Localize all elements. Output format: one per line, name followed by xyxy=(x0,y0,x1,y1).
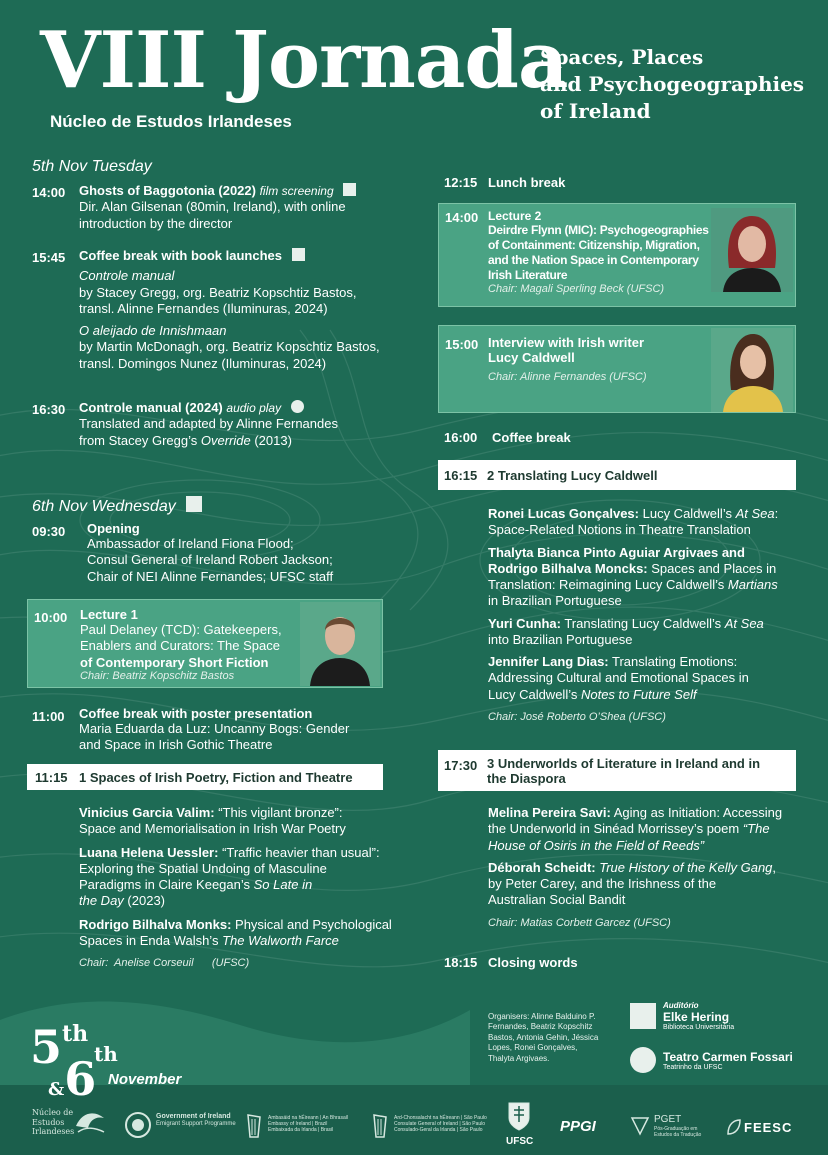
speaker-name: Thalyta Bianca Pinto Aguiar Argivaes and xyxy=(488,544,745,560)
lecture2-text xyxy=(488,209,718,295)
organisers xyxy=(488,1012,628,1064)
panel1-bar xyxy=(27,764,383,790)
lecture-detail: Irish Literature xyxy=(488,268,568,282)
book-detail: by Stacey Gregg, org. Beatriz Kopschtiz Bastos, xyxy=(79,284,357,300)
text: the Underworld in Sinéad Morrissey’s poem xyxy=(488,821,743,837)
book-detail: by Martin McDonagh, org. Beatriz Kopschtiz Bastos, xyxy=(79,339,380,355)
panel-time: 16:15 xyxy=(444,468,478,483)
chair: Chair: Beatriz Kopschitz Bastos xyxy=(80,669,235,682)
venue-square-icon xyxy=(630,1003,656,1029)
event-title: Coffee break with poster presentation xyxy=(79,706,313,721)
organisers-line: Lopes, Ronei Gonçalves, xyxy=(488,1043,578,1053)
talk-line xyxy=(79,805,399,821)
talk-line xyxy=(488,654,808,670)
speaker-name: Jennifer Lang Dias: xyxy=(488,654,609,669)
book-detail: transl. Alinne Fernandes (Iluminuras, 2024) xyxy=(79,300,328,316)
interview-box xyxy=(438,325,796,413)
event-type: audio play xyxy=(226,401,282,415)
text: (2023) xyxy=(123,893,166,909)
organisers-line: Bastos, Antonia Gehin, Jéssica xyxy=(488,1032,599,1042)
event-detail: and Space in Irish Gothic Theatre xyxy=(79,737,273,753)
speaker-name: Vinicius Garcia Valim: xyxy=(79,805,215,820)
talk-line: into Brazilian Portuguese xyxy=(488,631,633,647)
text: Physical and Psychological xyxy=(231,916,392,932)
embassy-logo-text xyxy=(268,1115,358,1133)
chair: Chair: José Roberto O’Shea (UFSC) xyxy=(488,710,666,723)
harp-icon xyxy=(370,1113,390,1139)
film-screening-event xyxy=(79,183,399,232)
theme-line: of Ireland xyxy=(540,99,651,123)
organisers-line: Organisers: Alinne Balduino P. xyxy=(488,1012,596,1021)
closing-words: Closing words xyxy=(488,955,578,970)
panel2-bar xyxy=(438,460,796,490)
logo-text: Estudos xyxy=(32,1117,65,1127)
text: Spaces and Places in xyxy=(647,560,777,576)
panel3-talks xyxy=(488,805,808,929)
text: Martians xyxy=(727,577,778,592)
panel-title: 2 Translating Lucy Caldwell xyxy=(487,468,658,483)
text: Translation: Reimagining Lucy Caldwell’s xyxy=(488,577,728,592)
day2-heading-text: 6th Nov Wednesday xyxy=(32,498,176,515)
panel3-bar xyxy=(438,750,796,791)
government-logo-text xyxy=(156,1113,236,1129)
venue2 xyxy=(663,1050,793,1071)
event-time: 18:15 xyxy=(444,955,478,970)
pget-logo-text xyxy=(654,1114,701,1138)
event-detail: Dir. Alan Gilsenan (80min, Ireland), with online xyxy=(79,199,346,215)
talk-line: in Brazilian Portuguese xyxy=(488,593,622,609)
poster-title: VIII Jornada xyxy=(40,15,568,106)
text: Spaces in Enda Walsh’s xyxy=(79,932,223,948)
logo-text: Irlandeses xyxy=(32,1127,75,1137)
lecture-detail: of Containment: Citizenship, Migration, xyxy=(488,238,700,252)
circle-icon xyxy=(291,400,304,413)
portrait-icon xyxy=(300,602,380,686)
chair: Chair: Anelise Corseuil (UFSC) xyxy=(79,957,250,969)
logo-text: Emigrant Support Programme xyxy=(156,1121,236,1128)
logo-text: Consulado-Geral da Irlanda | São Paulo xyxy=(394,1127,483,1133)
event-title: Interview with Irish writer xyxy=(488,335,645,350)
chair: Chair: Magali Sperling Beck (UFSC) xyxy=(488,283,665,295)
logo-text: Estudos da Tradução xyxy=(654,1132,702,1138)
ppgi-logo-text: PPGI xyxy=(560,1118,596,1135)
talk-line xyxy=(79,933,399,949)
lecture1-box xyxy=(27,599,383,688)
text: So Late in xyxy=(253,877,313,892)
text: “Traffic heavier than usual”: xyxy=(218,844,380,860)
venue-name: Elke Hering xyxy=(663,1010,730,1024)
coffee-break: Coffee break xyxy=(492,430,571,445)
poster-presentation-event xyxy=(79,706,399,754)
lecture1-text xyxy=(80,607,300,682)
talk-line xyxy=(488,860,808,876)
speaker-name: Yuri Cunha: xyxy=(488,615,561,631)
event-time: 12:15 xyxy=(444,175,478,190)
panel-time: 17:30 xyxy=(444,758,478,773)
audio-play-event xyxy=(79,400,399,449)
event-title: Coffee break with book launches xyxy=(79,248,282,263)
event-detail: Chair of NEI Alinne Fernandes; UFSC staff xyxy=(87,568,334,584)
date-day: 5 xyxy=(30,1020,63,1074)
text: At Sea xyxy=(724,615,764,631)
event-time: 10:00 xyxy=(34,610,68,625)
organisers-line: Thalyta Argivaes. xyxy=(488,1053,550,1063)
logo-text: Consulate General of Ireland | São Paulo xyxy=(394,1121,486,1127)
venue-sub: Teatrinho da UFSC xyxy=(663,1064,723,1071)
event-time: 11:00 xyxy=(32,709,65,724)
speaker-name: Rodrigo Bilhalva Monks: xyxy=(79,916,232,932)
lecture2-box xyxy=(438,203,796,307)
talk-line xyxy=(79,845,399,861)
event-dates-second xyxy=(48,1052,96,1106)
venue-name: Teatro Carmen Fossari xyxy=(663,1050,793,1064)
logo-text: PGET xyxy=(654,1114,682,1125)
event-detail: Translated and adapted by Alinne Fernandes xyxy=(79,416,338,432)
text: Translating Lucy Caldwell’s xyxy=(560,615,725,631)
text: (2013) xyxy=(250,432,292,448)
talk-line: Addressing Cultural and Emotional Spaces in xyxy=(488,670,749,686)
venue1 xyxy=(663,1001,734,1031)
logo-text: Embassy of Ireland | Brazil xyxy=(268,1121,328,1127)
book-launch-event xyxy=(79,248,409,372)
event-time: 16:00 xyxy=(444,430,478,445)
event-time: 15:45 xyxy=(32,250,66,265)
speaker-name: Déborah Scheidt: xyxy=(488,859,596,875)
text: , xyxy=(772,859,777,875)
speaker-photo xyxy=(711,208,793,292)
date-month: November xyxy=(108,1071,182,1088)
panel2-talks xyxy=(488,506,808,723)
speaker-name: Rodrigo Bilhalva Moncks: xyxy=(488,560,648,576)
lecture-detail: of Contemporary Short Fiction xyxy=(80,654,269,670)
event-detail: Ambassador of Ireland Fiona Flood; xyxy=(87,536,294,551)
talk-line: Exploring the Spatial Undoing of Masculine xyxy=(79,860,327,876)
event-title: Lecture 2 xyxy=(488,209,542,223)
logo-text: Government of Ireland xyxy=(156,1113,231,1120)
panel-title: 1 Spaces of Irish Poetry, Fiction and Theatre xyxy=(79,770,353,785)
event-title: Controle manual (2024) xyxy=(79,400,223,415)
text: True History of the Kelly Gang xyxy=(595,859,773,875)
chair: Chair: Matias Corbett Garcez (UFSC) xyxy=(488,916,671,929)
event-time: 09:30 xyxy=(32,524,66,539)
logo-text: Núcleo de xyxy=(32,1108,74,1117)
lecture-detail: and the Nation Space in Contemporary xyxy=(488,253,699,267)
wave-logo-icon xyxy=(74,1106,108,1136)
square-icon xyxy=(186,496,202,512)
text: Translating Emotions: xyxy=(608,654,738,669)
date-day: 6 xyxy=(64,1052,97,1106)
talk-line xyxy=(488,821,808,837)
event-detail: introduction by the director xyxy=(79,215,233,231)
portrait-icon xyxy=(711,208,793,292)
text: Paradigms in Claire Keegan’s xyxy=(79,877,254,892)
talk-line xyxy=(488,805,808,821)
speaker-photo xyxy=(711,328,793,412)
talk-line xyxy=(79,893,399,909)
speaker-name: Melina Pereira Savi: xyxy=(488,805,611,820)
event-detail: Maria Eduarda da Luz: Uncanny Bogs: Gender xyxy=(79,721,350,736)
lecture-detail: Paul Delaney (TCD): Gatekeepers, xyxy=(80,622,282,637)
book-title: O aleijado de Innishmaan xyxy=(79,323,227,338)
text: from Stacey Gregg’s xyxy=(79,432,201,448)
portrait-icon xyxy=(711,328,793,412)
talk-line: House of Osiris in the Field of Reeds” xyxy=(488,837,705,853)
square-icon xyxy=(343,183,356,196)
event-time: 16:30 xyxy=(32,402,66,417)
panel-title-line: the Diaspora xyxy=(487,771,566,786)
event-detail xyxy=(79,433,399,449)
square-icon xyxy=(292,248,305,261)
talk-line xyxy=(488,687,808,703)
event-time: 14:00 xyxy=(445,210,479,225)
event-title: Opening xyxy=(87,521,140,536)
theme-line: Spaces, Places xyxy=(540,45,704,69)
event-title: Ghosts of Baggotonia (2022) xyxy=(79,183,256,198)
consulate-logo-text xyxy=(394,1115,494,1133)
talk-line xyxy=(488,616,808,632)
poster-subtitle: Núcleo de Estudos Irlandeses xyxy=(50,112,292,131)
text: the Day xyxy=(79,893,124,909)
talk-line xyxy=(488,506,808,522)
date-suffix: th xyxy=(94,1042,118,1066)
text: Aging as Initiation: Accessing xyxy=(610,805,783,820)
harp-icon xyxy=(244,1113,264,1139)
event-title: Lecture 1 xyxy=(80,607,138,622)
poster-theme xyxy=(540,44,820,125)
venue-sub: Biblioteca Universitária xyxy=(663,1024,735,1031)
book-detail: transl. Domingos Nunez (Iluminuras, 2024) xyxy=(79,355,327,371)
speaker-name: Ronei Lucas Gonçalves: xyxy=(488,506,639,521)
event-time: 14:00 xyxy=(32,185,66,200)
talk-line xyxy=(488,561,808,577)
text: “This vigilant bronze”: xyxy=(214,805,343,820)
government-seal-icon xyxy=(124,1111,152,1139)
speaker-photo xyxy=(300,602,380,686)
panel-time: 11:15 xyxy=(35,770,68,785)
text: At Sea xyxy=(735,506,775,521)
day1-heading: 5th Nov Tuesday xyxy=(32,158,152,175)
opening-event xyxy=(87,521,407,585)
venue-label: Auditório xyxy=(663,1001,699,1010)
panel-title xyxy=(487,756,760,786)
lecture-detail: Enablers and Curators: The Space xyxy=(80,638,280,654)
theme-line: and Psychogeographies xyxy=(540,72,805,96)
text: Lucy Caldwell’s xyxy=(639,506,736,521)
text: The Walworth Farce xyxy=(222,932,339,948)
text: “The xyxy=(742,821,770,837)
logo-text: Ard-Chonsalacht na hÉireann | São Paulo xyxy=(394,1115,487,1121)
ufsc-crest-icon xyxy=(506,1100,532,1132)
panel-title-line: 3 Underworlds of Literature in Ireland and in xyxy=(487,756,761,771)
pget-icon xyxy=(630,1114,650,1138)
talk-line xyxy=(79,917,399,933)
ufsc-logo-text: UFSC xyxy=(506,1136,534,1147)
talk-line xyxy=(488,577,808,593)
logo-text: Pós-Graduação em xyxy=(654,1126,698,1132)
feesc-logo-text: FEESC xyxy=(744,1120,793,1135)
venue-circle-icon xyxy=(630,1047,656,1073)
talk-line: by Peter Carey, and the Irishness of the xyxy=(488,876,717,891)
interview-text xyxy=(488,335,718,383)
text: : xyxy=(774,506,779,521)
day2-heading xyxy=(32,496,202,516)
talk-line xyxy=(79,877,399,893)
logo-text: Embaixada da Irlanda | Brasil xyxy=(268,1127,334,1133)
event-type: film screening xyxy=(259,184,334,198)
talk-line: Australian Social Bandit xyxy=(488,892,626,908)
talk-line: Space and Memorialisation in Irish War Poetry xyxy=(79,821,346,837)
event-detail: Consul General of Ireland Robert Jackson; xyxy=(87,552,333,568)
talk-line: Space-Related Notions in Theatre Translation xyxy=(488,522,751,538)
lecture-detail: Deirdre Flynn (MIC): Psychogeographies xyxy=(488,223,709,237)
text: Override xyxy=(200,432,251,448)
event-title: Lucy Caldwell xyxy=(488,350,575,365)
feesc-leaf-icon xyxy=(726,1118,742,1136)
event-time: 15:00 xyxy=(445,337,479,352)
lunch-break: Lunch break xyxy=(488,175,566,190)
organisers-line: Fernandes, Beatriz Kopschitz xyxy=(488,1022,593,1032)
nei-logo xyxy=(32,1108,74,1137)
chair: Chair: Alinne Fernandes (UFSC) xyxy=(488,371,647,383)
date-amp: & xyxy=(48,1079,65,1100)
text: Lucy Caldwell’s xyxy=(488,686,581,702)
panel1-talks xyxy=(79,805,399,969)
speaker-name: Luana Helena Uessler: xyxy=(79,844,219,860)
logo-text: Ambasáid na hÉireann | An Bhrasaíl xyxy=(268,1115,349,1121)
book-title: Controle manual xyxy=(79,268,175,284)
date-suffix: th xyxy=(62,1021,89,1047)
text: Notes to Future Self xyxy=(580,686,697,702)
